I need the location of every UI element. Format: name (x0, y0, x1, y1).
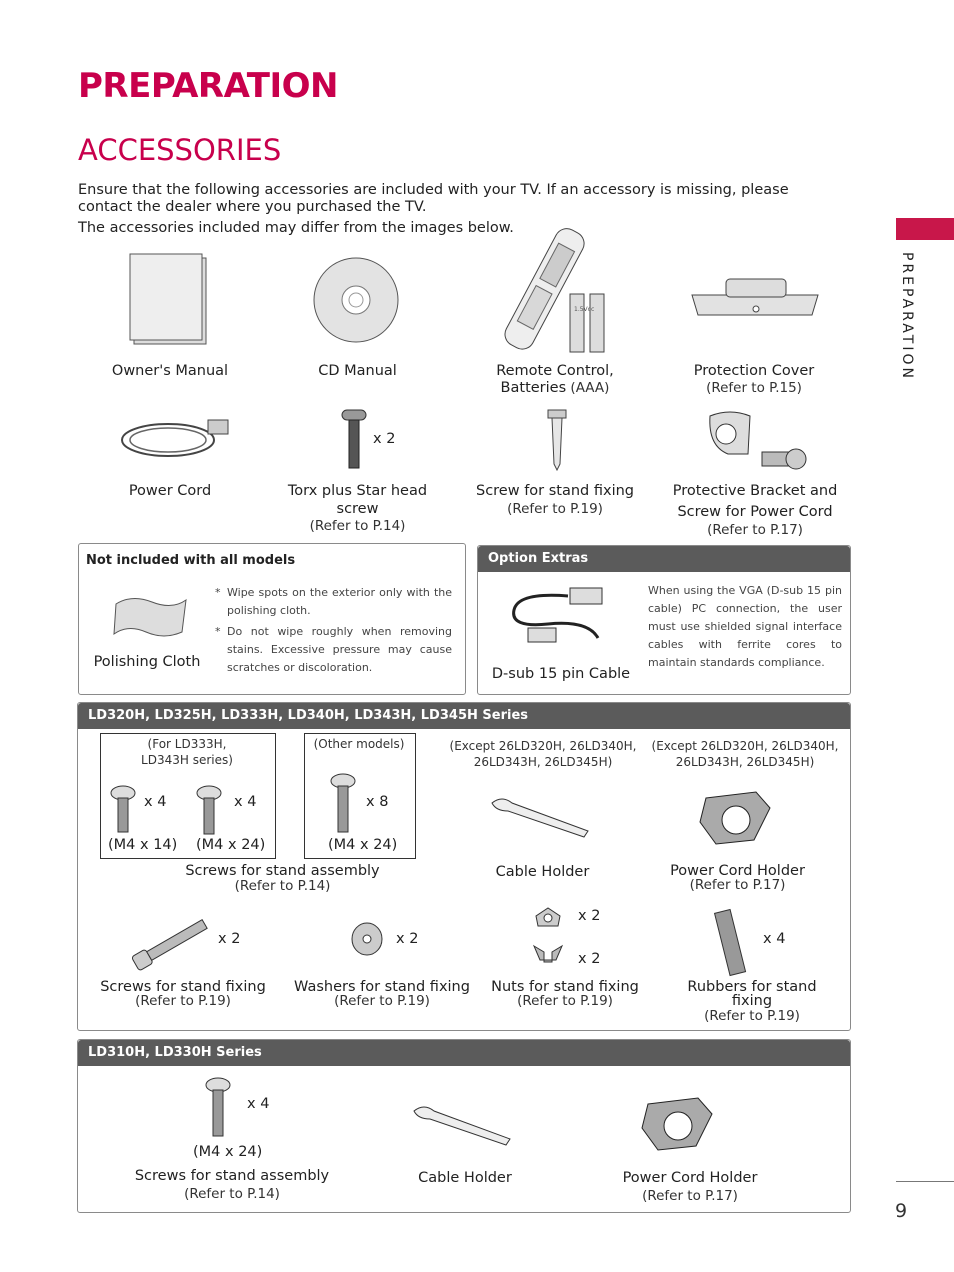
series2-power-cord-holder-icon (638, 1094, 718, 1154)
dsub-cable-icon (508, 582, 608, 650)
screw-fixing-label: Screw for stand fixing (475, 483, 635, 499)
series2-stand-assembly-label: Screws for stand assembly (134, 1168, 330, 1184)
subbox2-label: (Other models) (313, 737, 405, 751)
series2-stand-assembly-ref: (Refer to P.14) (184, 1186, 280, 1202)
not-included-heading: Not included with all models (86, 553, 296, 568)
dsub-cable-label: D-sub 15 pin Cable (491, 666, 631, 682)
remote-control-icon (490, 228, 620, 354)
screw-fixing-ref: (Refer to P.19) (507, 501, 603, 517)
cd-manual-label: CD Manual (318, 363, 397, 379)
protection-cover-icon (690, 275, 820, 325)
section-title: ACCESSORIES (78, 133, 282, 167)
protective-bracket-icon (704, 406, 814, 476)
series2-size: (M4 x 24) (193, 1144, 263, 1160)
protection-cover-label: Protection Cover (693, 363, 815, 379)
nuts-label: Nuts for stand fixing (491, 979, 639, 995)
bracket-ref: (Refer to P.17) (707, 522, 803, 538)
nut-icon (534, 906, 562, 930)
power-cord-label: Power Cord (128, 483, 212, 499)
cable-holder-icon (488, 795, 594, 839)
power-cord-holder-ref: (Refer to P.17) (689, 877, 786, 893)
washers-label: Washers for stand fixing (294, 979, 470, 995)
stand-fixing-qty: x 2 (218, 931, 241, 947)
battery-label: 1.5Vcc (574, 306, 595, 313)
dsub-note: When using the VGA (D-sub 15 pin cable) PC connection, the user must use shielded signal interface cables with ferrite cores to maintain standards compliance. (648, 584, 842, 669)
protection-cover-ref: (Refer to P.15) (706, 380, 802, 396)
intro-line-3: The accessories included may differ from the images below. (78, 220, 514, 236)
torx-screw-label-1: Torx plus Star head (287, 483, 428, 499)
batteries-aaa: (AAA) (566, 380, 610, 396)
note-mark-2: * (215, 625, 221, 638)
remote-batteries-label (470, 379, 640, 397)
intro-line-2: contact the dealer where you purchased the TV. (78, 199, 427, 215)
intro-line-1: Ensure that the following accessories are included with your TV. If an accessory is missing, please (78, 182, 789, 198)
series2-power-cord-holder-label: Power Cord Holder (622, 1170, 758, 1186)
cable-holder-label: Cable Holder (495, 864, 590, 880)
page-number: 9 (895, 1200, 908, 1222)
series2-heading: LD310H, LD330H Series (78, 1040, 850, 1066)
m4x24-screw-icon-a (196, 786, 222, 836)
owners-manual-label: Owner's Manual (111, 363, 229, 379)
page-title: PREPARATION (78, 66, 338, 106)
m4x14-size: (M4 x 14) (108, 837, 178, 853)
subbox1-label-1: (For LD333H, (147, 737, 227, 751)
series1-heading: LD320H, LD325H, LD333H, LD340H, LD343H, LD345H Series (78, 703, 850, 729)
washer-icon (350, 922, 384, 956)
rubbers-label-2: fixing (731, 993, 773, 1009)
except-note-1b: 26LD343H, 26LD345H) (473, 755, 613, 769)
m4x24-qty-a: x 4 (234, 794, 257, 810)
cd-manual-icon (312, 256, 402, 346)
m4x14-qty: x 4 (144, 794, 167, 810)
nuts-qty-2: x 2 (578, 951, 601, 967)
rubber-icon (712, 908, 752, 976)
remote-control-label: Remote Control, (496, 363, 614, 379)
stand-fixing-bolt-icon (130, 916, 210, 972)
subbox1-label-2: LD343H series) (141, 753, 233, 767)
power-cord-icon (118, 406, 238, 466)
series2-cable-holder-icon (410, 1103, 516, 1147)
rubbers-qty: x 4 (763, 931, 786, 947)
stand-fixing-label: Screws for stand fixing (100, 979, 266, 995)
cloth-note-2: Do not wipe roughly when removing stains. Excessive pressure may cause scratches or discoloration. (227, 625, 452, 674)
m4x24-screw-icon-b (330, 774, 356, 834)
stand-assembly-label: Screws for stand assembly (185, 863, 380, 879)
side-tab-marker (896, 218, 954, 240)
power-cord-holder-icon (696, 788, 776, 848)
torx-screw-icon (342, 410, 368, 470)
washers-qty: x 2 (396, 931, 419, 947)
torx-screw-label-2: screw (336, 501, 379, 517)
option-extras-heading: Option Extras (478, 546, 850, 572)
stand-fixing-ref: (Refer to P.19) (135, 993, 231, 1009)
stand-fixing-screw-icon (548, 410, 568, 472)
m4x24-size-a: (M4 x 24) (196, 837, 266, 853)
power-cord-holder-label: Power Cord Holder (670, 863, 805, 879)
bracket-label-2: Screw for Power Cord (677, 504, 833, 520)
nuts-qty-1: x 2 (578, 908, 601, 924)
torx-qty: x 2 (373, 431, 396, 447)
series2-cable-holder-label: Cable Holder (418, 1170, 512, 1186)
except-note-2b: 26LD343H, 26LD345H) (675, 755, 815, 769)
series2-qty: x 4 (247, 1096, 270, 1112)
rubbers-ref: (Refer to P.19) (704, 1008, 800, 1024)
except-note-2a: (Except 26LD320H, 26LD340H, (651, 739, 839, 753)
stand-assembly-ref: (Refer to P.14) (234, 878, 331, 894)
owners-manual-icon (130, 254, 210, 346)
note-mark-1: * (215, 586, 221, 599)
rubbers-label-1: Rubbers for stand (687, 979, 817, 995)
series2-power-cord-holder-ref: (Refer to P.17) (642, 1188, 738, 1204)
torx-screw-ref: (Refer to P.14) (309, 518, 406, 534)
m4x14-screw-icon (110, 786, 136, 834)
batteries-text: Batteries (500, 380, 567, 396)
m4x24-qty-b: x 8 (366, 794, 389, 810)
cloth-note-1: Wipe spots on the exterior only with the polishing cloth. (227, 586, 452, 617)
nuts-ref: (Refer to P.19) (517, 993, 613, 1009)
page-number-rule (896, 1181, 954, 1182)
washers-ref: (Refer to P.19) (334, 993, 430, 1009)
series2-screw-icon (205, 1078, 231, 1138)
except-note-1a: (Except 26LD320H, 26LD340H, (449, 739, 637, 753)
side-section-label: PREPARATION (899, 252, 915, 381)
bracket-label-1: Protective Bracket and (672, 483, 838, 499)
wing-nut-icon (532, 942, 564, 966)
m4x24-size-b: (M4 x 24) (328, 837, 398, 853)
polishing-cloth-label: Polishing Cloth (93, 654, 201, 670)
polishing-cloth-icon (112, 594, 190, 640)
